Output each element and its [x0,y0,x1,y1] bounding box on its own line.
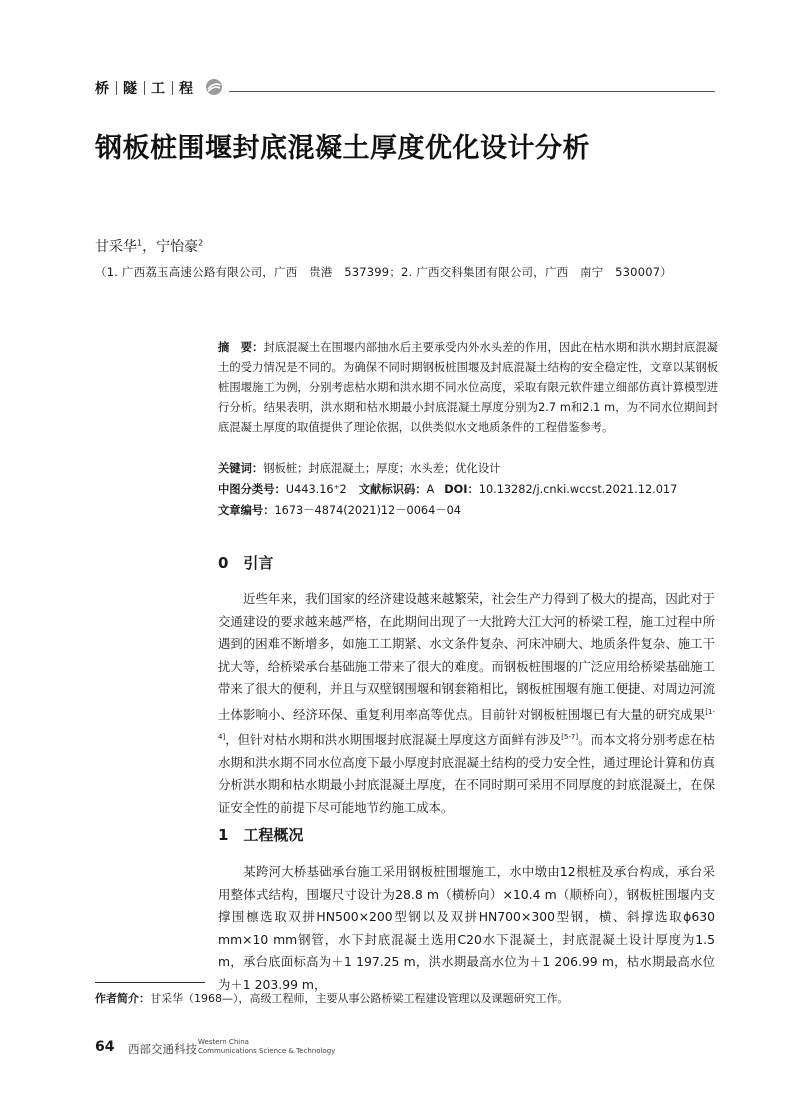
journal-name-en [198,1038,335,1055]
classification-line [218,481,677,497]
journal-name-en-line: Communications Science & Technology [198,1046,336,1055]
footnote-text: 甘采华（1968—），高级工程师，主要从事公路桥梁工程建设管理以及课题研究工作。 [150,992,569,1005]
footnote-rule [95,982,205,983]
doc-code-value: A [426,483,435,496]
section-label [95,78,194,98]
paragraph-text: 近些年来，我们国家的经济建设越来越繁荣，社会生产力得到了极大的提高，因此对于交通建设的要求越来越严格，在此期间出现了一大批跨大江大河的桥梁工程，施工过程中所遇到的困难不断增多，如施工工期紧、水文条件复杂、河床冲刷大、地质条件复杂、施工干扰大等，给桥梁承台基础施工带来了很大的难度。而钢板桩围堰的广泛应用给桥梁基础施工带来了很大的便利，并且与双壁钢围堰和钢套箱相比，钢板桩围堰有施工便捷、对周边河流土体影响小、经济环保、重复利用率高等优点。目前针对钢板桩围堰已有大量的研究成果 [218,591,715,722]
project-overview-paragraph [218,861,715,996]
article-number [218,502,461,518]
paragraph-text: 某跨河大桥基础承台施工采用钢板桩围堰施工，水中墩由12根桩及承台构成，承台采用整体式结构，围堰尺寸设计为28.8 m（横桥向）×10.4 m（顺桥向），钢板桩围堰内支撑围檩选取双拼HN500×200型钢以及双拼HN700×300型钢，横、斜撑选取ϕ630 mm×10 mm钢管，水下封底混凝土选用C20水下混凝土，封底混凝土设计厚度为1.5 m，承台底面标高为＋1 197.25 m，洪水期最高水位为＋1 206.99 m，枯水期最高水位为＋1 203.99 m， [218,864,715,992]
keywords [218,460,500,476]
clc-value: U443.16⁺2 [285,483,347,496]
section-char: 隧 [123,81,138,97]
abstract-text: 封底混凝土在围堰内部抽水后主要承受内外水头差的作用，因此在枯水期和洪水期封底混凝土的受力情况是不同的。为确保不同时期钢板桩围堰及封底混凝土结构的安全稳定性，文章以某钢板桩围堰施工为例，分别考虑枯水期和洪水期不同水位高度，采取有限元软件建立细部仿真计算模型进行分析。结果表明，洪水期和枯水期最小封底混凝土厚度分别为2.7 m和2.1 m，为不同水位期间封底混凝土厚度的取值提供了理论依据，以供类似水文地质条件的工程借鉴参考。 [218,341,718,434]
author-list [95,236,203,256]
author-separator: ， [142,239,157,255]
doi-value: 10.13282/j.cnki.wccst.2021.12.017 [478,483,678,496]
abstract [218,338,718,438]
header-rule [229,91,715,92]
section-heading-introduction: 0 引言 [218,554,274,572]
author-name: 宁怡豪 [156,239,199,255]
keywords-text: 钢板桩；封底混凝土；厚度；水头差；优化设计 [263,462,501,475]
abstract-label: 摘 要： [218,341,264,354]
doi-label: DOI： [444,483,479,496]
journal-logo-icon [205,78,223,96]
journal-name-en-line: Western China [198,1038,249,1046]
keywords-label: 关键词： [218,462,264,475]
author-affil-mark: 1 [137,238,143,248]
section-char: 桥 [95,81,110,97]
separator-bar [116,81,117,95]
paragraph-text: ，但针对枯水期和洪水期围堰封底混凝土厚度这方面鲜有涉及 [225,732,562,748]
doc-code-label: 文献标识码： [358,483,427,496]
section-char: 程 [179,81,194,97]
introduction-paragraph [218,588,715,819]
page-number: 64 [95,1039,115,1055]
citation-ref: [1-4] [218,707,715,742]
separator-bar [172,81,173,95]
author-bio-footnote [95,990,569,1006]
clc-label: 中图分类号： [218,483,286,496]
paragraph-text: 。而本文将分别考虑在枯水期和洪水期不同水位高度下最小厚度封底混凝土结构的受力安全性，通过理论计算和仿真分析洪水期和枯水期最小封底混凝土厚度，在不同时期可采用不同厚度的封底混凝土，在保证安全性的前提下尽可能地节约施工成本。 [218,732,716,815]
article-number-value: 1673－4874(2021)12－0064－04 [274,504,461,517]
article-title: 钢板桩围堰封底混凝土厚度优化设计分析 [95,133,590,164]
separator-bar [144,81,145,95]
affiliation: （1. 广西荔玉高速公路有限公司，广西 贵港 537399；2. 广西交科集团有限公司，广西 南宁 530007） [95,265,672,279]
running-header [95,76,715,100]
article-number-label: 文章编号： [218,504,275,517]
section-heading-project-overview: 1 工程概况 [218,826,304,844]
journal-name-cn: 西部交通科技 [128,1042,197,1056]
section-char: 工 [151,81,166,97]
citation-ref: [5-7] [561,733,579,742]
footnote-label: 作者简介： [95,992,150,1005]
author-name: 甘采华 [95,239,137,255]
author-affil-mark: 2 [198,238,204,248]
